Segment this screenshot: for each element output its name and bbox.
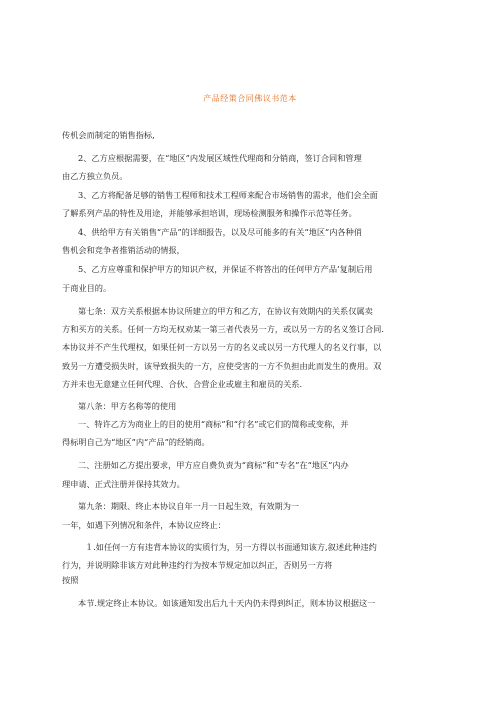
text-line: 二、注册如乙方提出要求，甲方应自费负责为“商标”和“专名”在“地区”内办 [78,460,349,470]
text-line: 3、乙方将配备足够的销售工程师和技术工程师来配合市场销售的需求，他们会全面 [78,190,378,200]
text-line: 按照 [62,575,79,585]
text-line: 本节.规定终止本协议。如该通知发出后九十天内仍未得到纠正，则本协议根据这一 [78,598,376,608]
text-line: 一、特许乙方为商业上的目的使用“商标”和“行名”或它们的简称或变称，并 [78,419,349,429]
text-line: 第九条：期限、终止本协议自年一月一日起生效，有效期为一 [78,501,300,511]
text-line: 由乙方独立负员。 [62,171,128,181]
text-line: 方和买方的关系。任何一方均无权劝某一第三者代表另一方，或以另一方的名义签订合同. [62,324,384,334]
text-line: 行为，并说明除非该方对此种违约行为按本节规定加以纠正，否则另一方将 [62,560,333,570]
text-line: 得标明自己为“地区”内“产品”的经销商。 [62,437,210,447]
text-line: 2、乙方应根据需要，在“地区”内发展区域性代理商和分销商，签订合同和管理 [78,153,362,163]
text-line: 方并未也无意建立任何代理、合伙、合营企业或雇主和雇员的关系. [62,379,303,389]
text-line: 4、供给甲方有关销售“产品”的详细报告，以及尽可能多的有关“地区”内各种俏 [78,227,362,237]
text-line: 售机会和竞争者推销活动的情报， [62,245,185,255]
text-line: 致另一方遭受损失时，该导致损失的一方，应使受害的一方不负担由此而发生的费用。双 [62,361,382,371]
text-line: 本协议并不产生代理权，如果任何一方以另一方的名义或以另一方代理人的名义行事，以 [62,342,382,352]
text-line: 传机会而制定的销售指标, [62,130,155,140]
text-line: 理申请、正式注册并保持其效力。 [62,479,185,489]
document-title: 产品经策合同佛议书范本 [203,94,297,103]
text-line: 第七条：双方关系根据本协议所建立的甲方和乙方，在协议有效期内的关系仅属卖 [78,306,373,316]
text-line: 于商业目的。 [62,283,112,293]
text-line: 一年，如遇下列情况和条件，本协议应终止： [62,520,226,530]
text-line: 第八条：甲方名称等的使用 [78,401,177,411]
text-line: 5、乙方应尊重和保护甲方的知识产权，并保证不将答出的任何甲方产品’复制后用 [78,264,373,274]
text-line: １.如任何一方有违背本协议的实质行为，另一方得以书面通知该方,叙述此种违约 [85,542,377,552]
text-line: 了解系列产品的特性及用途，并能够承担培训，现场检测服务和操作示范等任务。 [62,208,357,218]
